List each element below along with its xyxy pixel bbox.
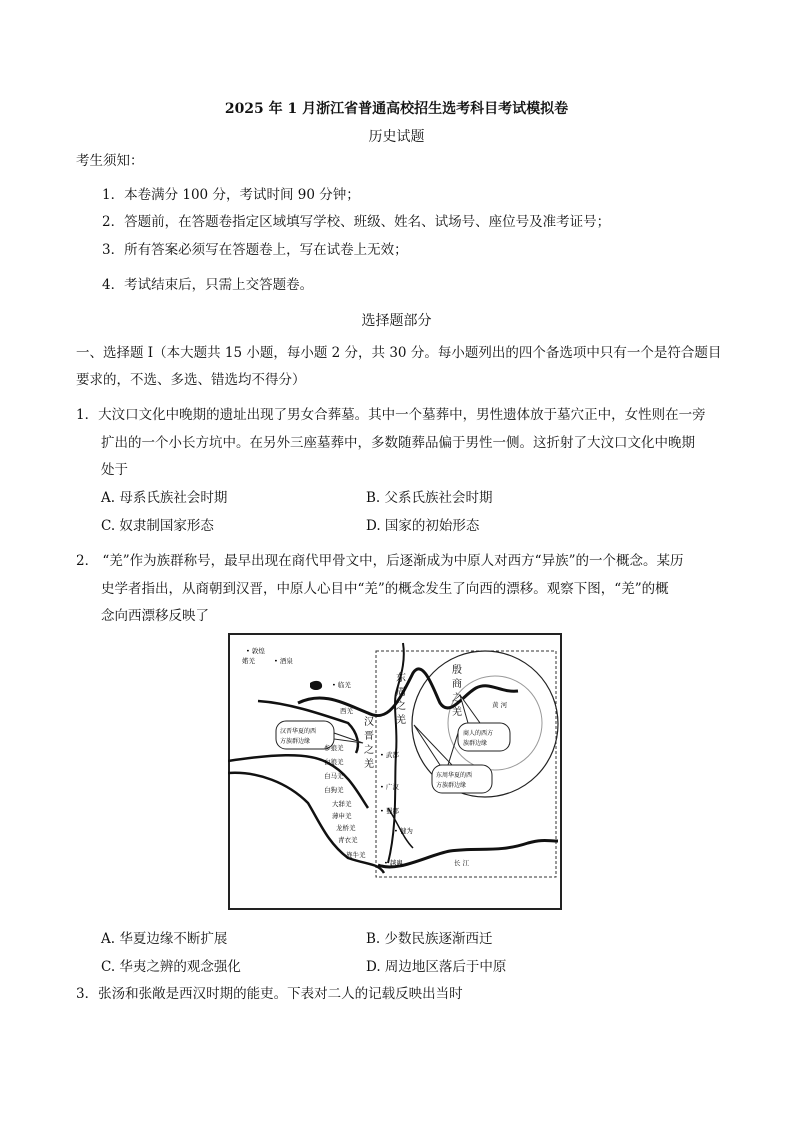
label-tribe: 白马羌 xyxy=(324,772,344,780)
label-hanjin-2: 晋 xyxy=(364,731,374,742)
section-intro: 一、选择题 I（本大题共 15 小题，每小题 2 分，共 30 分。每小题列出的四个备选项中只有一个是符合题目 xyxy=(76,345,722,361)
label-jiuquan: • 酒泉 xyxy=(274,657,293,665)
label-huanghe: 黄 河 xyxy=(492,701,508,709)
question-1-line: 1．大汶口文化中晚期的遗址出现了男女合葬墓。其中一个墓葬中，男性遗体放于墓穴正中，女性则在一旁 xyxy=(76,407,706,423)
question-1-line: 扩出的一个小长方坑中。在另外三座墓葬中，多数随葬品偏于男性一侧。这折射了大汶口文化中晚期 xyxy=(101,435,695,451)
label-yinshang-2: 商 xyxy=(452,679,462,690)
callout-dongzhou-text: 东周华夏的西 xyxy=(436,772,473,779)
qiang-migration-map xyxy=(228,633,562,910)
label-yinshang-1: 殷 xyxy=(452,665,462,676)
label-tribe: 参狼羌 xyxy=(324,744,344,752)
question-2-option-b[interactable]: B. 少数民族逐渐西迁 xyxy=(366,931,493,947)
label-dongzhou-2: 周 xyxy=(396,687,406,698)
label-tribe: 薄申羌 xyxy=(332,812,352,820)
label-tribe: 旄牛羌 xyxy=(346,851,366,859)
question-2-option-c[interactable]: C. 华夷之辨的观念强化 xyxy=(101,959,241,975)
label-dunhuang: • 敦煌 xyxy=(246,647,265,655)
label-xiqiang: 西羌 xyxy=(340,707,353,715)
label-jianwei: • 犍为 xyxy=(394,827,413,835)
section-intro: 要求的，不选、多选、错选均不得分） xyxy=(76,372,306,388)
callout-dongzhou-text: 方族群边缘 xyxy=(436,782,467,789)
label-dongzhou-3: 之 xyxy=(396,701,406,712)
notice-item: 1．本卷满分 100 分，考试时间 90 分钟； xyxy=(102,187,360,203)
label-tribe: 大牂羌 xyxy=(332,800,352,808)
question-2-line: 念向西漂移反映了 xyxy=(101,608,209,624)
lake xyxy=(310,681,322,690)
question-2-line: 史学者指出，从商朝到汉晋，中原人心目中“羌”的概念发生了向西的漂移。观察下图，“羌”的概 xyxy=(101,581,669,597)
question-3-line: 3．张汤和张敞是西汉时期的能吏。下表对二人的记载反映出当时 xyxy=(76,986,463,1002)
label-hanjin-4: 羌 xyxy=(364,759,374,770)
label-dongzhou-4: 羌 xyxy=(396,715,406,726)
label-hanjin-3: 之 xyxy=(364,745,374,756)
label-tribe: 白狗羌 xyxy=(324,786,344,794)
label-yinshang-4: 羌 xyxy=(452,707,462,718)
exam-title: 2025 年 1 月浙江省普通高校招生选考科目考试模拟卷 xyxy=(224,101,569,117)
label-dongzhou-1: 东 xyxy=(396,673,406,684)
question-1-line: 处于 xyxy=(101,462,128,478)
callout-shang-text: 商人的西方 xyxy=(463,730,494,737)
callout-hanjin-text: 汉晋华夏的西 xyxy=(280,728,317,735)
label-yinshang-3: 之 xyxy=(452,693,462,704)
label-wudu: • 武都 xyxy=(380,751,399,759)
notice-item: 2．答题前，在答题卷指定区域填写学校、班级、姓名、试场号、座位号及准考证号； xyxy=(102,214,611,230)
question-1-option-d[interactable]: D. 国家的初始形态 xyxy=(366,518,480,534)
question-2-option-d[interactable]: D. 周边地区落后于中原 xyxy=(366,959,507,975)
callout-hanjin-text: 方族群边缘 xyxy=(280,738,311,745)
callout-shang-text: 族群边缘 xyxy=(463,740,488,747)
label-yangguan: 婼羌 xyxy=(242,657,255,665)
exam-subtitle: 历史试题 xyxy=(368,129,425,145)
label-hanjin-1: 汉 xyxy=(364,717,374,728)
label-yuexi: • 越巂 xyxy=(384,859,403,867)
label-tribe: 白狼羌 xyxy=(324,758,344,766)
notice-item: 3．所有答案必须写在答题卷上，写在试卷上无效； xyxy=(102,242,408,258)
notice-item: 4．考试结束后，只需上交答题卷。 xyxy=(102,277,314,293)
question-1-option-b[interactable]: B. 父系氏族社会时期 xyxy=(366,490,493,506)
question-1-option-a[interactable]: A. 母系氏族社会时期 xyxy=(101,490,228,506)
question-2-line: 2． “羌”作为族群称号，最早出现在商代甲骨文中，后逐渐成为中原人对西方“异族”的一个概念。某历 xyxy=(76,553,684,569)
label-tribe: 青衣羌 xyxy=(338,836,358,844)
label-changjiang: 长 江 xyxy=(454,859,470,867)
question-1-option-c[interactable]: C. 奴隶制国家形态 xyxy=(101,518,214,534)
label-guanghan: • 广汉 xyxy=(380,783,399,791)
section-title: 选择题部分 xyxy=(361,313,432,329)
map-graphic xyxy=(228,633,562,910)
label-linqiang: • 临羌 xyxy=(332,681,351,689)
label-tribe: 龙桥羌 xyxy=(336,824,356,832)
question-2-option-a[interactable]: A. 华夏边缘不断扩展 xyxy=(101,931,228,947)
notice-heading: 考生须知： xyxy=(76,153,144,169)
label-shudu: • 蜀郡 xyxy=(380,807,399,815)
